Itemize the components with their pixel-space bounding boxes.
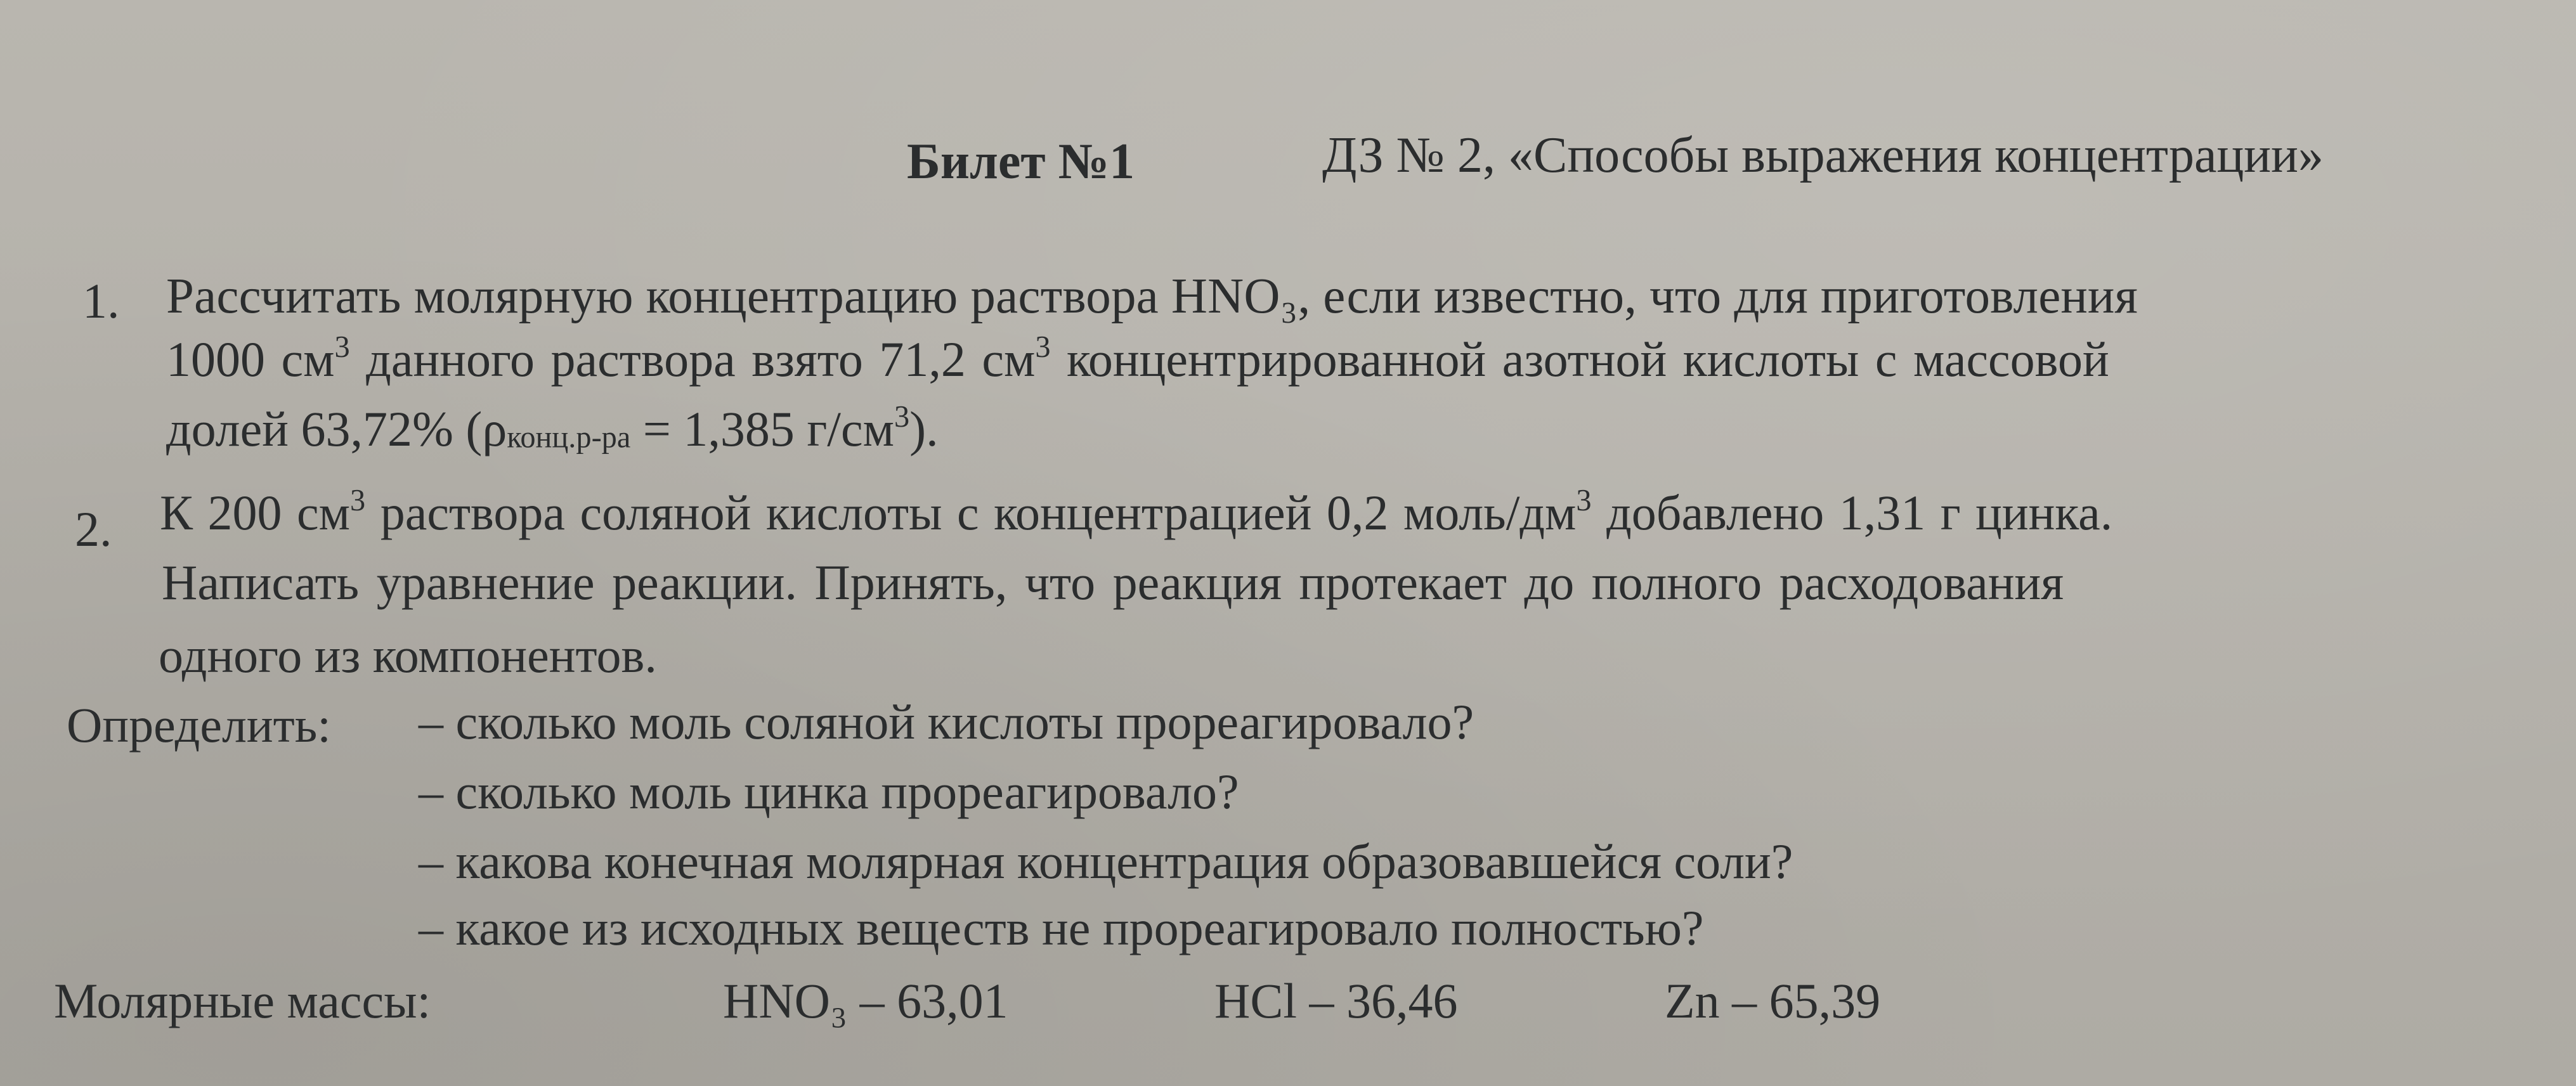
molar-masses-label: Молярные массы: (54, 973, 431, 1028)
problem-2-line-3: одного из компонентов. (159, 628, 657, 683)
assignment-title: ДЗ № 2, «Способы выражения концентрации» (1322, 127, 2324, 183)
text-segment: добавлено 1,31 г цинка. (1591, 485, 2113, 540)
problem-2-line-2: Написать уравнение реакции. Принять, что реакция протекает до полного расходования (162, 555, 2064, 610)
problem-1-number: 1. (82, 273, 120, 328)
superscript: 3 (894, 400, 910, 434)
text-segment: концентрированной азотной кислоты с массовой (1050, 332, 2109, 387)
text-segment: К 200 см (160, 485, 351, 540)
superscript: 3 (1035, 330, 1051, 365)
ticket-title: Билет №1 (907, 134, 1135, 190)
subscript: конц.р-ра (507, 420, 631, 455)
superscript: 3 (334, 330, 350, 365)
text-segment: раствора соляной кислоты с концентрацией 0,2 моль/дм (365, 485, 1577, 540)
determine-item-1: – сколько моль соляной кислоты прореагировало? (419, 694, 1474, 749)
molar-mass-zn: Zn – 65,39 (1665, 973, 1881, 1028)
superscript: 3 (350, 484, 366, 518)
problem-1-line-1: Рассчитать молярную концентрацию раствора HNO₃, если известно, что для приготовления (166, 269, 2138, 324)
text-segment: данного раствора взято 71,2 см (349, 332, 1036, 387)
determine-item-4: – какое из исходных веществ не прореагировало полностью? (419, 900, 1704, 955)
determine-label: Определить: (67, 697, 331, 753)
determine-item-3: – какова конечная молярная концентрация образовавшейся соли? (419, 834, 1793, 889)
molar-mass-hno3: HNO₃ – 63,01 (723, 973, 1008, 1028)
problem-2-number: 2. (75, 501, 112, 557)
text-segment: ). (909, 401, 939, 456)
determine-item-2: – сколько моль цинка прореагировало? (419, 764, 1239, 819)
superscript: 3 (1576, 484, 1592, 518)
problem-1-line-3 (166, 400, 939, 456)
molar-mass-hcl: HCl – 36,46 (1214, 973, 1458, 1028)
text-segment: долей 63,72% (ρ (166, 401, 507, 456)
problem-1-line-2 (166, 330, 2109, 387)
text-segment: 1000 см (166, 332, 335, 387)
problem-2-line-1 (160, 484, 2113, 540)
text-segment: = 1,385 г/см (630, 401, 894, 456)
